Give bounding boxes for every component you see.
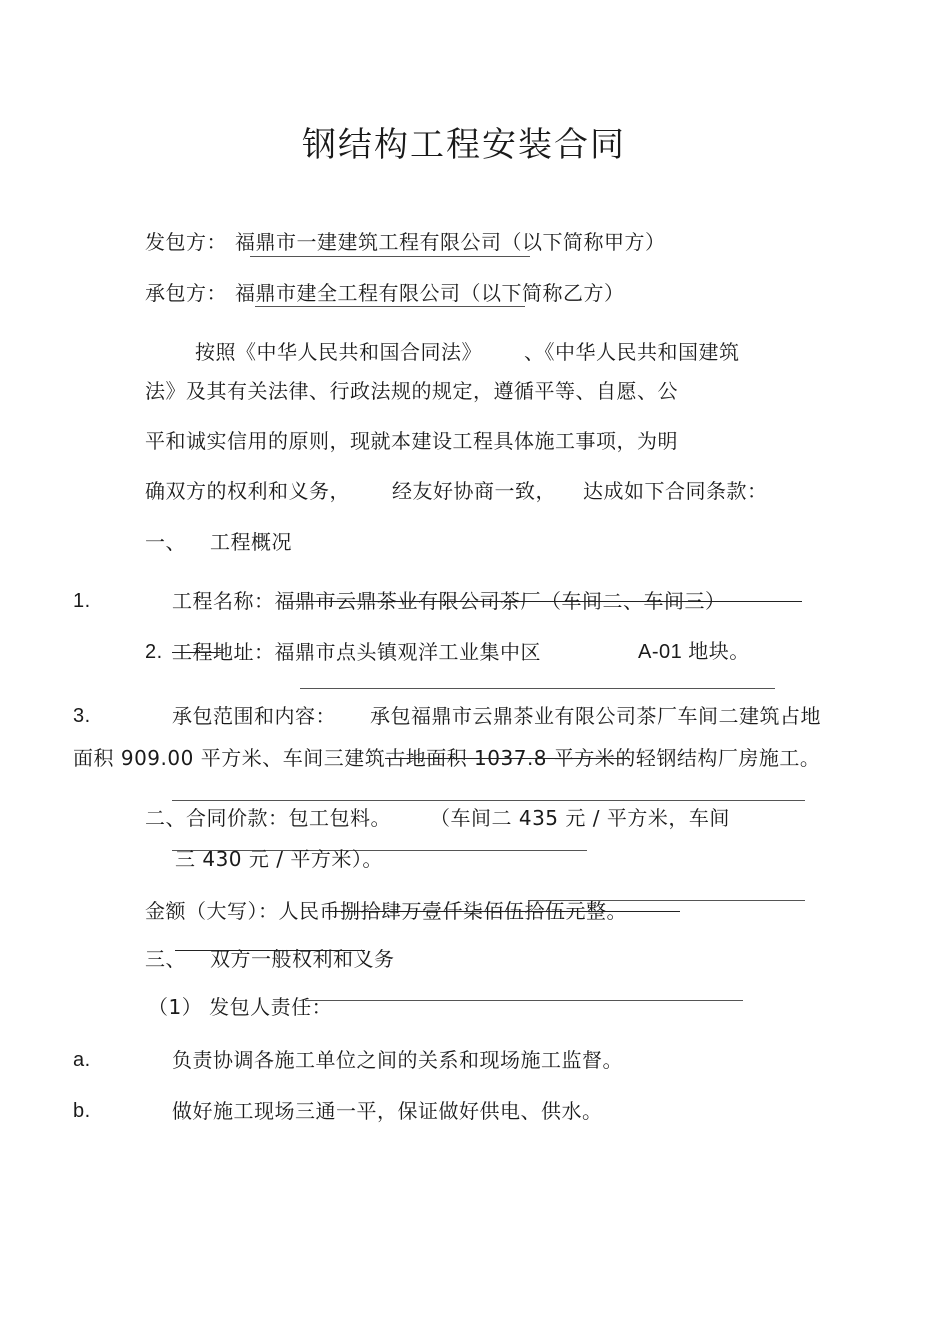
document-title: 钢结构工程安装合同 [302,125,626,165]
item3-line2: 面积 909.00 平方米、车间三建筑古地面积 1037.8 平方米的轻钢结构厂房施工。 [73,746,821,770]
section2-line1a: 二、合同价款：包工包料。 [145,806,391,830]
item3-line1a: 承包范围和内容： [172,704,336,728]
item2-strike [172,652,224,653]
section2-line1b: （车间二 435 元 / 平方米，车间 [430,806,730,830]
amount-text: 金额（大写）：人民币捌拾肆万壹仟柒佰伍拾伍元整。 [145,899,627,923]
preamble-line1a: 按照《中华人民共和国合同法》 [195,340,482,364]
item3-strike [385,758,630,759]
section3-heading-num: 三、 [145,947,186,971]
section3-sub1-line [305,1000,743,1001]
employer-name: 福鼎市一建建筑工程有限公司（以下简称甲方） [235,230,666,254]
employer-label: 发包方： [145,230,227,254]
item3-line1b: 承包福鼎市云鼎茶业有限公司茶厂车间二建筑占地 [370,704,821,728]
contractor-label: 承包方： [145,281,227,305]
section3-strike [175,950,365,951]
item3-overline [300,688,775,689]
item2-num: 2. [145,641,163,663]
item2-text: 工程地址：福鼎市点头镇观洋工业集中区 [172,640,541,664]
section2-overline [172,800,805,801]
section3-heading-text: 双方一般权利和义务 [210,947,395,971]
section2-line2: 三 430 元 / 平方米）。 [175,847,383,871]
item-a-num: a. [73,1049,91,1071]
section3-sub1: （1） 发包人责任： [148,995,333,1019]
amount-strike [325,911,680,912]
employer-underline [250,256,530,257]
preamble-line1b: 、《中华人民共和国建筑 [524,340,740,364]
item-b-num: b. [73,1100,91,1122]
item2-plot: A-01 地块。 [638,641,750,663]
item1-num: 1. [73,590,91,612]
contractor-underline [255,306,525,307]
section1-heading-num: 一、 [145,530,186,554]
item-a-text: 负责协调各施工单位之间的关系和现场施工监督。 [172,1048,623,1072]
preamble-line3: 平和诚实信用的原则，现就本建设工程具体施工事项，为明 [145,429,678,453]
item3-num: 3. [73,705,91,727]
item1-text: 工程名称：福鼎市云鼎茶业有限公司茶厂（车间二、车间三） [172,589,726,613]
item1-strike [287,601,802,602]
preamble-line4b: 经友好协商一致， [392,479,556,503]
preamble-line4c: 达成如下合同条款： [583,479,768,503]
contractor-name: 福鼎市建全工程有限公司（以下简称乙方） [235,281,625,305]
section1-heading-text: 工程概况 [210,530,292,554]
item-b-text: 做好施工现场三通一平，保证做好供电、供水。 [172,1099,603,1123]
preamble-line2: 法》及其有关法律、行政法规的规定，遵循平等、自愿、公 [145,379,678,403]
preamble-line4a: 确双方的权利和义务， [145,479,350,503]
